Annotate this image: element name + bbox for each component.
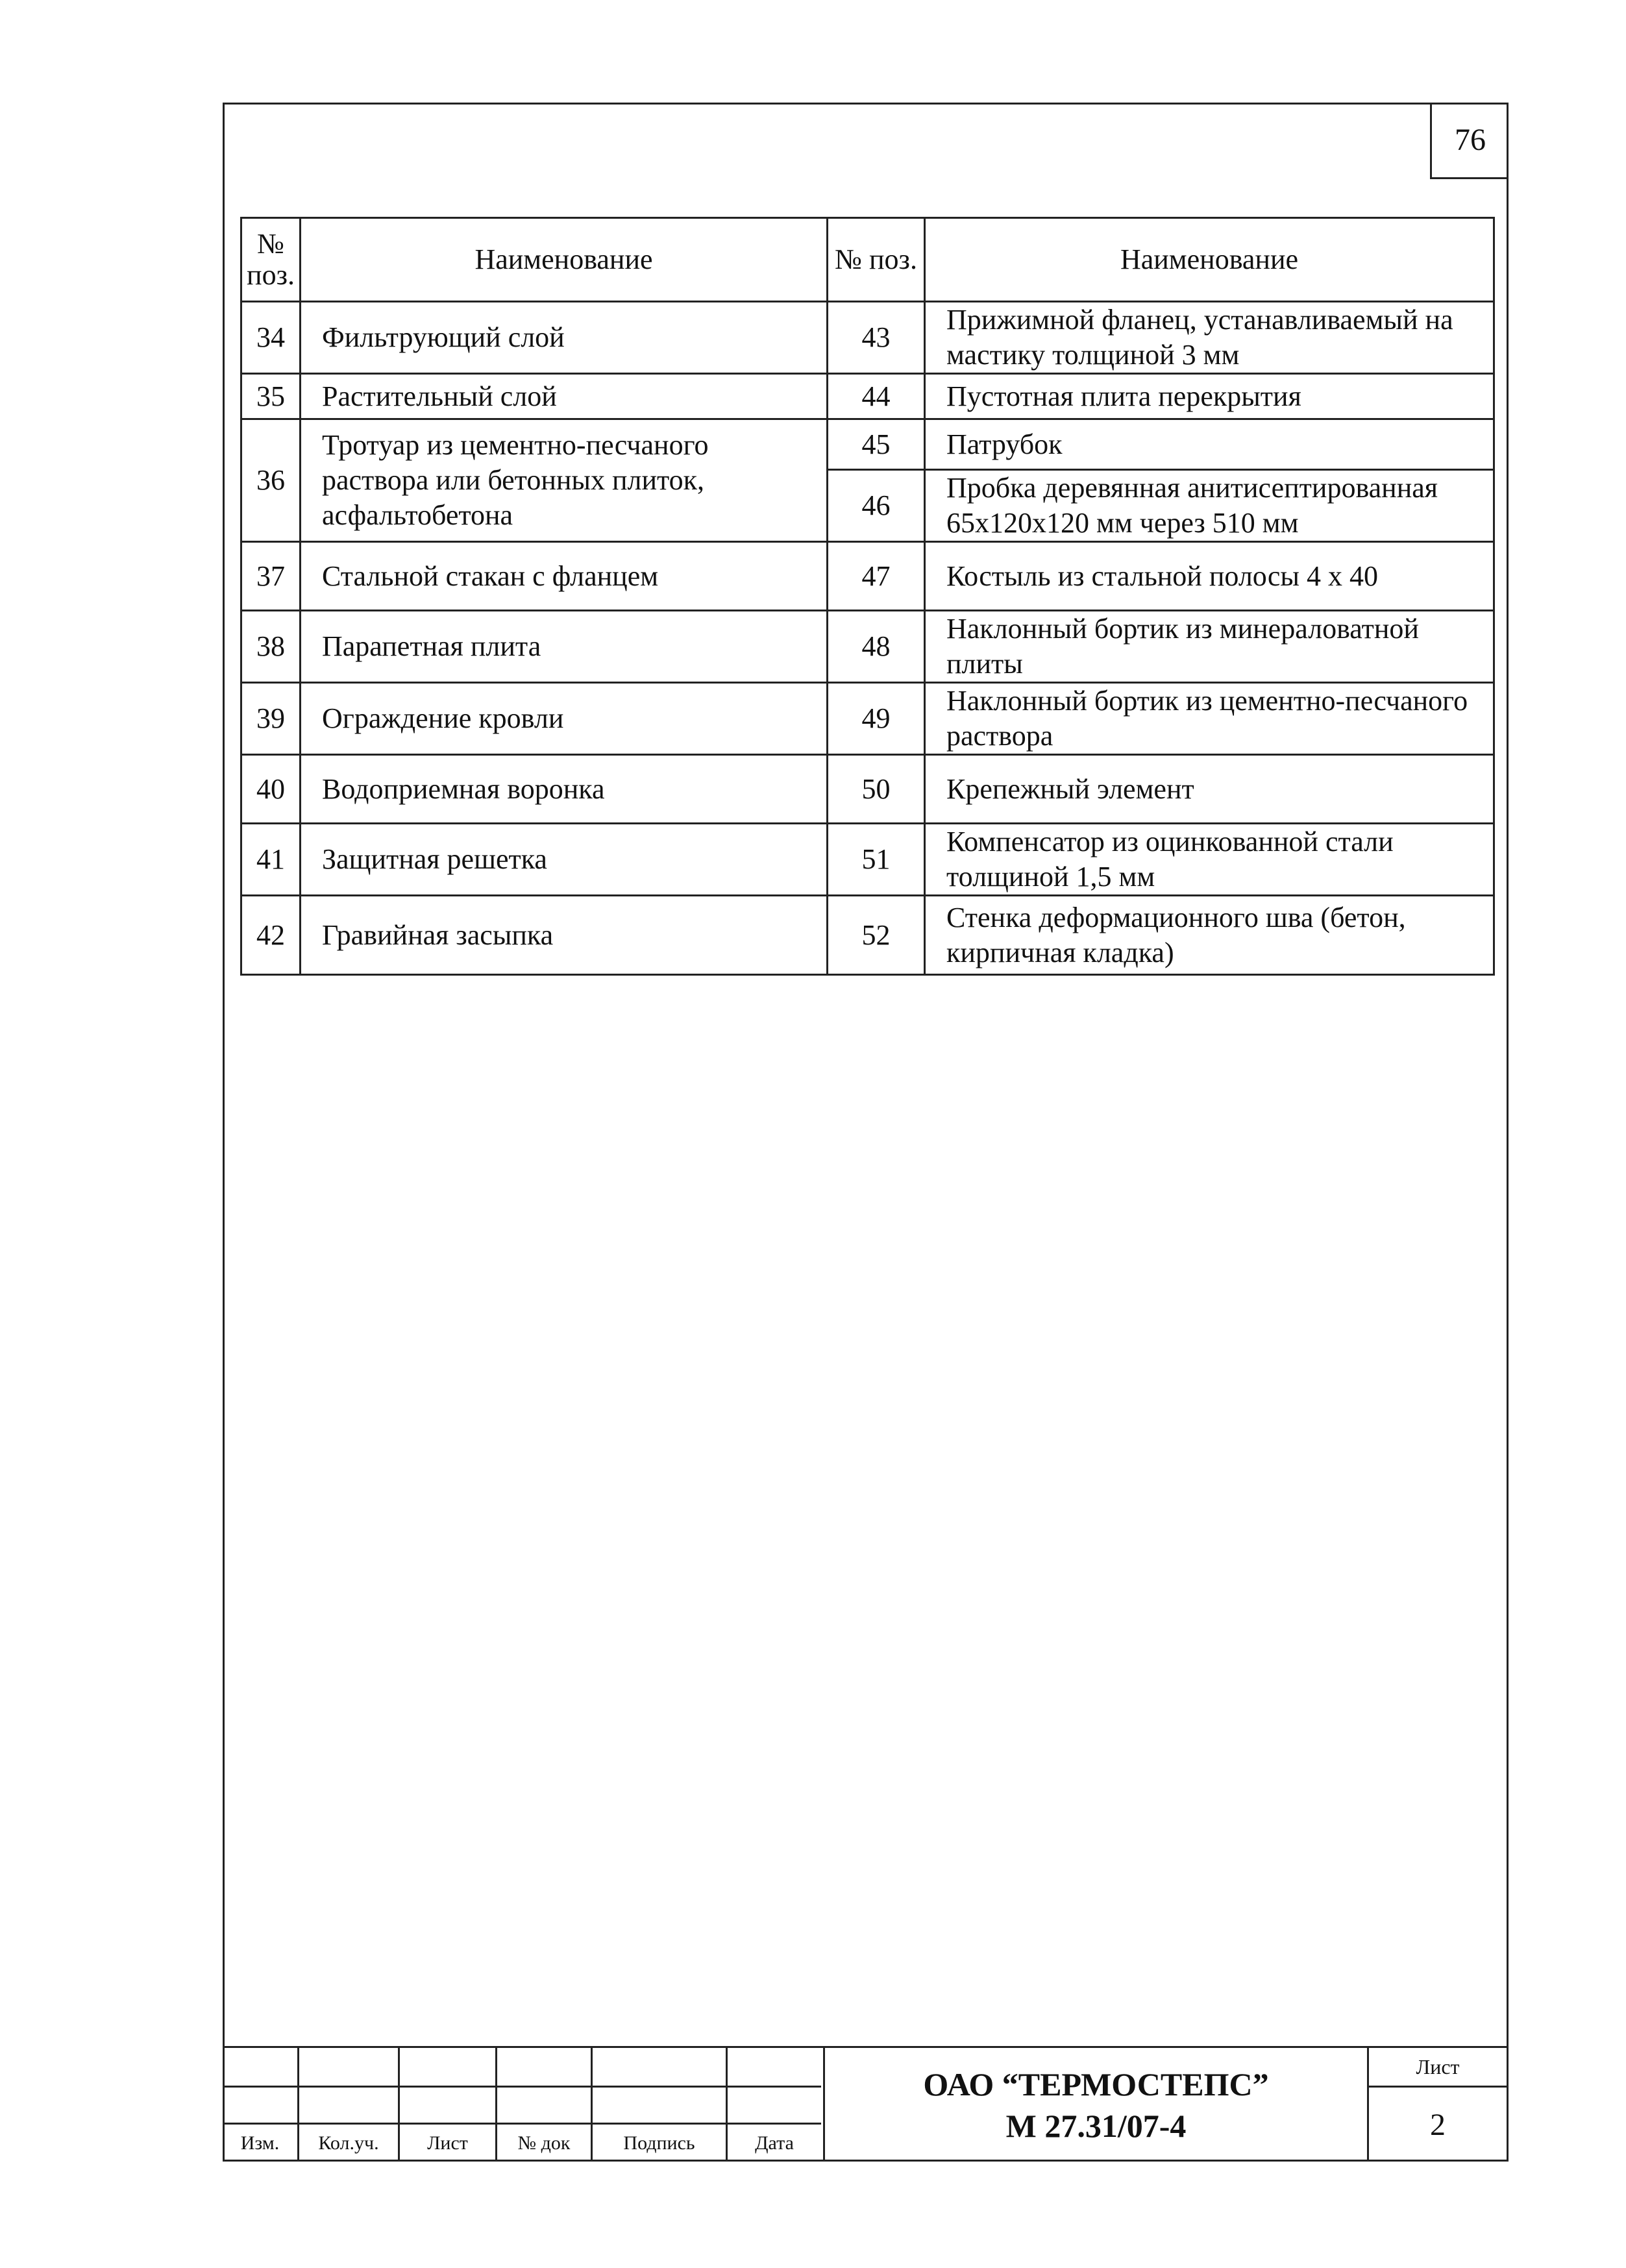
pos-cell: 49 <box>828 683 925 755</box>
label-list: Лист <box>427 2132 468 2154</box>
name-cell: Защитная решетка <box>301 824 828 896</box>
document-code: М 27.31/07-4 <box>1005 2107 1187 2144</box>
pos-cell: 43 <box>828 302 925 374</box>
pos-cell: 38 <box>241 611 301 683</box>
pos-cell: 36 <box>241 419 301 542</box>
header-pos-right: № поз. <box>828 218 925 302</box>
page-number: 76 <box>1430 103 1509 179</box>
name-cell: Компенсатор из оцинкованной стали толщиной 1,5 мм <box>925 824 1494 896</box>
pos-cell: 45 <box>828 419 925 470</box>
label-kol-uch: Кол.уч. <box>318 2132 379 2154</box>
sheet-number: 2 <box>1430 2107 1446 2142</box>
revision-grid <box>223 2048 821 2162</box>
name-cell: Водоприемная воронка <box>301 755 828 824</box>
sheet-block <box>1367 2048 1507 2162</box>
name-cell: Стенка деформационного шва (бетон, кирпичная кладка) <box>925 896 1494 975</box>
grid-line <box>223 2086 821 2088</box>
name-cell: Тротуар из цементно-песчаного раствора или бетонных плиток, асфальтобетона <box>301 419 828 542</box>
name-cell: Крепежный элемент <box>925 755 1494 824</box>
pos-cell: 39 <box>241 683 301 755</box>
title-block <box>223 2046 1509 2162</box>
table-row <box>241 419 1494 470</box>
name-cell: Наклонный бортик из цементно-песчаного раствора <box>925 683 1494 755</box>
table-row <box>241 302 1494 374</box>
name-cell: Растительный слой <box>301 374 828 419</box>
table-row <box>241 755 1494 824</box>
name-cell: Костыль из стальной полосы 4 х 40 <box>925 542 1494 611</box>
name-cell: Пробка деревянная анитисептированная 65х120х120 мм через 510 мм <box>925 470 1494 542</box>
pos-cell: 42 <box>241 896 301 975</box>
sheet-label: Лист <box>1369 2048 1507 2088</box>
name-cell: Стальной стакан с фланцем <box>301 542 828 611</box>
header-name-right: Наименование <box>925 218 1494 302</box>
header-pos-left: № поз. <box>241 218 301 302</box>
name-cell: Патрубок <box>925 419 1494 470</box>
table-row <box>241 896 1494 975</box>
pos-cell: 41 <box>241 824 301 896</box>
pos-cell: 35 <box>241 374 301 419</box>
name-cell: Парапетная плита <box>301 611 828 683</box>
pos-cell: 46 <box>828 470 925 542</box>
header-name-left: Наименование <box>301 218 828 302</box>
name-cell: Ограждение кровли <box>301 683 828 755</box>
pos-cell: 51 <box>828 824 925 896</box>
table-row <box>241 542 1494 611</box>
pos-cell: 52 <box>828 896 925 975</box>
organization-block <box>823 2048 1367 2162</box>
table-row <box>241 374 1494 419</box>
pos-cell: 47 <box>828 542 925 611</box>
pos-cell: 37 <box>241 542 301 611</box>
name-cell: Наклонный бортик из минераловатной плиты <box>925 611 1494 683</box>
label-signature: Подпись <box>623 2132 695 2154</box>
label-izm: Изм. <box>240 2132 280 2154</box>
table-row <box>241 824 1494 896</box>
name-cell: Прижимной фланец, устанавливаемый на мастику толщиной 3 мм <box>925 302 1494 374</box>
name-cell: Гравийная засыпка <box>301 896 828 975</box>
specification-table <box>240 217 1495 976</box>
pos-cell: 48 <box>828 611 925 683</box>
table-row <box>241 683 1494 755</box>
pos-cell: 44 <box>828 374 925 419</box>
label-date: Дата <box>755 2132 794 2154</box>
organization-name: ОАО “ТЕРМОСТЕПС” <box>923 2065 1269 2102</box>
table-row <box>241 611 1494 683</box>
label-doc-number: № док <box>517 2132 571 2154</box>
name-cell: Пустотная плита перекрытия <box>925 374 1494 419</box>
name-cell: Фильтрующий слой <box>301 302 828 374</box>
pos-cell: 40 <box>241 755 301 824</box>
table-header-row <box>241 218 1494 302</box>
pos-cell: 34 <box>241 302 301 374</box>
pos-cell: 50 <box>828 755 925 824</box>
